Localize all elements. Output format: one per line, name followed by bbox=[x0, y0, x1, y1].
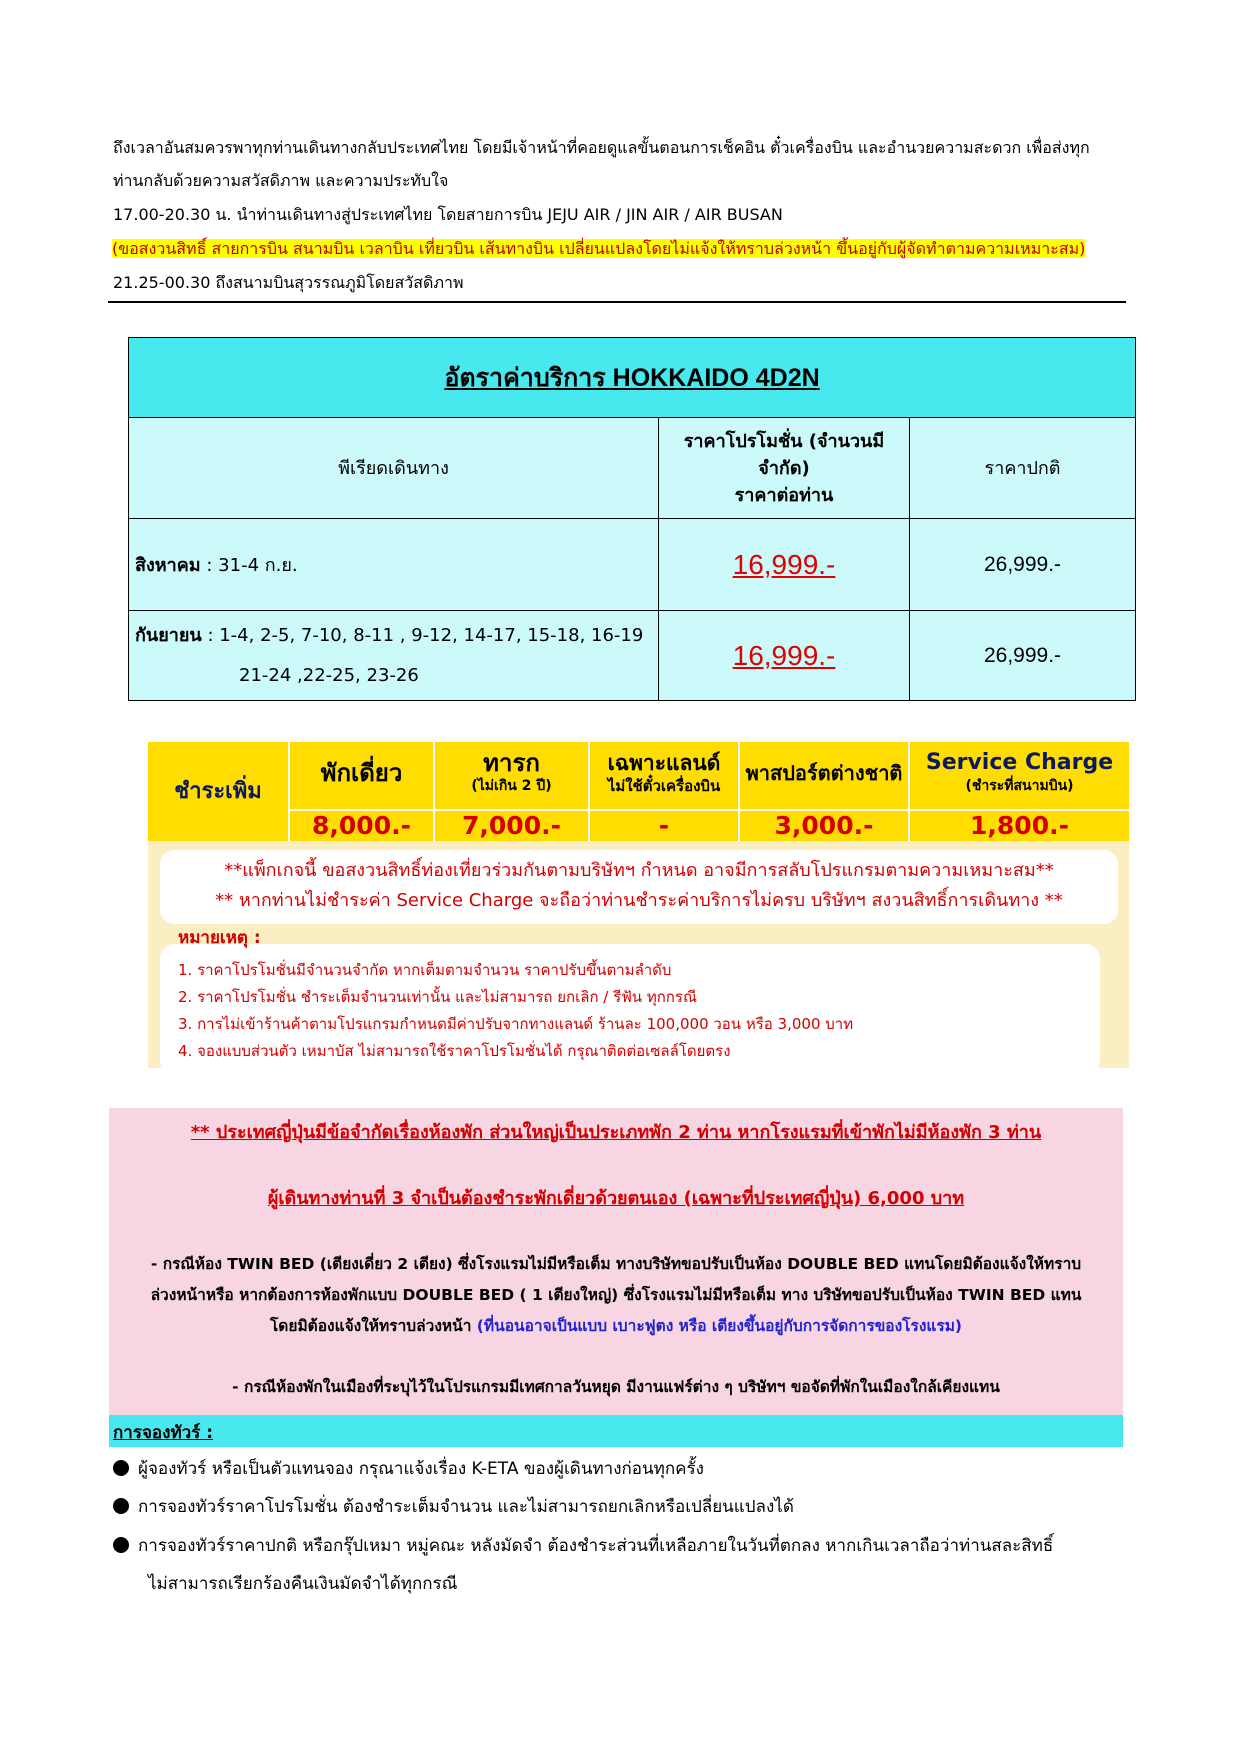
booking-item: การจองทัวร์ราคาโปรโมชั่น ต้องชำระเต็มจำนวน และไม่สามารถยกเลิกหรือเปลี่ยนแปลงได้ bbox=[113, 1496, 1113, 1518]
header-normal: ราคาปกติ bbox=[910, 418, 1136, 519]
normal-price-cell: 26,999.- bbox=[910, 519, 1136, 611]
divider bbox=[108, 301, 1126, 303]
bullet-icon bbox=[113, 1498, 129, 1514]
twin-bed-note: โดยมิต้องแจ้งให้ทราบล่วงหน้า (ที่นอนอาจเป็นแบบ เบาะฟูตง หรือ เตียงขึ้นอยู่กับการจัดการของโรงแรม) bbox=[269, 1317, 963, 1335]
arrival-line: 21.25-00.30 ถึงสนามบินสุวรรณภูมิโดยสวัสดิภาพ bbox=[113, 273, 464, 292]
booking-item: การจองทัวร์ราคาปกติ หรือกรุ๊ปเหมา หมู่คณะ หลังมัดจำ ต้องชำระส่วนที่เหลือภายในวันที่ตกลง หากเกินเวลาถือว่าท่านสละสิทธิ์ bbox=[113, 1535, 1113, 1557]
normal-price-cell: 26,999.- bbox=[910, 611, 1136, 701]
promo-price-cell: 16,999.- bbox=[659, 519, 910, 611]
extra-price: 7,000.- bbox=[462, 811, 561, 840]
booking-item: ผู้จองทัวร์ หรือเป็นตัวแทนจอง กรุณาแจ้งเรื่อง K-ETA ของผู้เดินทางก่อนทุกครั้ง bbox=[113, 1458, 1113, 1480]
extra-label: ชำระเพิ่ม bbox=[174, 779, 262, 804]
price-table-title: อัตราค่าบริการ HOKKAIDO 4D2N bbox=[129, 338, 1136, 418]
period-cell: กันยายน : 1-4, 2-5, 7-10, 8-11 , 9-12, 14-17, 15-18, 16-19 21-24 ,22-25, 23-26 bbox=[129, 611, 659, 701]
header-promo: ราคาโปรโมชั่น (จำนวนมี จำกัด) ราคาต่อท่าน bbox=[659, 418, 910, 519]
flight-line: 17.00-20.30 น. นำท่านเดินทางสู่ประเทศไทย โดยสายการบิน JEJU AIR / JIN AIR / AIR BUSAN bbox=[113, 205, 783, 224]
notes-title: หมายเหตุ : bbox=[178, 928, 261, 948]
extra-price: 3,000.- bbox=[774, 811, 874, 840]
note-item: 3. การไม่เข้าร้านค้าตามโปรแกรมกำหนดมีค่าปรับจากทางแลนด์ ร้านละ 100,000 วอน หรือ 3,000 บาท bbox=[178, 1015, 854, 1033]
extra-col-landonly: เฉพาะแลนด์ ไม่ใช้ตั๋วเครื่องบิน bbox=[607, 751, 721, 795]
promo-price-cell: 16,999.- bbox=[659, 611, 910, 701]
notice-line: ** หากท่านไม่ชำระค่า Service Charge จะถือว่าท่านชำระค่าบริการไม่ครบ บริษัทฯ สงวนสิทธิ์การเดินทาง ** bbox=[215, 890, 1063, 911]
disclaimer-highlight: (ขอสงวนสิทธิ์ สายการบิน สนามบิน เวลาบิน เที่ยวบิน เส้นทางบิน เปลี่ยนแปลงโดยไม่แจ้งให้ทราบล่วงหน้า ขึ้นอยู่กับผู้จัดทำตามความเหมาะสม) bbox=[112, 239, 1086, 258]
period-cell: สิงหาคม : 31-4 ก.ย. bbox=[129, 519, 659, 611]
room-conditions bbox=[109, 1108, 1123, 1415]
room-warning: ผู้เดินทางท่านที่ 3 จำเป็นต้องชำระพักเดี่ยวด้วยตนเอง (เฉพาะที่ประเทศญี่ปุ่น) 6,000 บาท bbox=[267, 1188, 965, 1209]
note-item: 1. ราคาโปรโมชั่นมีจำนวนจำกัด หากเต็มตามจำนวน ราคาปรับขึ้นตามลำดับ bbox=[178, 961, 672, 979]
bullet-icon bbox=[113, 1460, 129, 1476]
bullet-icon bbox=[113, 1537, 129, 1553]
extra-col-single: พักเดี่ยว bbox=[320, 759, 403, 787]
extra-price: 1,800.- bbox=[970, 811, 1069, 840]
itinerary-line: ท่านกลับด้วยความสวัสดิภาพ และความประทับใจ bbox=[113, 171, 449, 190]
twin-bed-note: - กรณีห้อง TWIN BED (เตียงเดี่ยว 2 เตียง) ซึ่งโรงแรมไม่มีหรือเต็ม ทางบริษัทขอปรับเป็นห้อง DOUBLE BED แทนโดยมิต้องแจ้งให้ทราบ bbox=[150, 1255, 1082, 1273]
notice-box bbox=[160, 850, 1118, 924]
table-row bbox=[129, 611, 1136, 701]
itinerary-line: ถึงเวลาอันสมควรพาทุกท่านเดินทางกลับประเทศไทย โดยมีเจ้าหน้าที่คอยดูแลขั้นตอนการเช็คอิน ตั๋วเครื่องบิน และอำนวยความสะดวก เพื่อส่งทุก bbox=[113, 138, 1090, 157]
extra-price: - bbox=[658, 811, 670, 840]
table-row bbox=[129, 519, 1136, 611]
room-warning: ** ประเทศญี่ปุ่นมีข้อจำกัดเรื่องห้องพัก ส่วนใหญ่เป็นประเภทพัก 2 ท่าน หากโรงแรมที่เข้าพักไม่มีห้องพัก 3 ท่าน bbox=[190, 1122, 1042, 1143]
extra-price: 8,000.- bbox=[312, 811, 411, 840]
disclaimer-line bbox=[112, 238, 1085, 259]
note-item: 2. ราคาโปรโมชั่น ชำระเต็มจำนวนเท่านั้น และไม่สามารถ ยกเลิก / รีฟัน ทุกกรณี bbox=[178, 988, 697, 1006]
booking-item-continued: ไม่สามารถเรียกร้องคืนเงินมัดจำได้ทุกกรณี bbox=[148, 1574, 458, 1594]
notice-line: **แพ็กเกจนี้ ขอสงวนสิทธิ์ท่องเที่ยวร่วมกันตามบริษัทฯ กำหนด อาจมีการสลับโปรแกรมตามความเหมาะสม** bbox=[224, 860, 1054, 881]
extra-col-service-charge: Service Charge (ชำระที่สนามบิน) bbox=[925, 750, 1114, 794]
extra-col-foreign-passport: พาสปอร์ตต่างชาติ bbox=[745, 761, 903, 785]
header-period: พีเรียดเดินทาง bbox=[129, 418, 659, 519]
extra-col-infant: ทารก (ไม่เกิน 2 ปี) bbox=[471, 749, 552, 794]
notes bbox=[178, 924, 853, 1065]
booking-header: การจองทัวร์ : bbox=[109, 1415, 1123, 1447]
price-table bbox=[128, 337, 1136, 701]
festival-note: - กรณีห้องพักในเมืองที่ระบุไว้ในโปรแกรมมีเทศกาลวันหยุด มีงานแฟร์ต่าง ๆ บริษัทฯ ขอจัดที่พักในเมืองใกล้เคียงแทน bbox=[232, 1378, 1000, 1396]
twin-bed-note: ล่วงหน้าหรือ หากต้องการห้องพักแบบ DOUBLE BED ( 1 เตียงใหญ่) ซึ่งโรงแรมไม่มีหรือเต็ม ทาง บริษัทขอปรับเป็นห้อง TWIN BED แทน bbox=[150, 1286, 1082, 1304]
note-item: 4. จองแบบส่วนตัว เหมาบัส ไม่สามารถใช้ราคาโปรโมชั่นได้ กรุณาติดต่อเซลล์โดยตรง bbox=[178, 1042, 731, 1060]
extra-charge-banner bbox=[148, 742, 1129, 1068]
